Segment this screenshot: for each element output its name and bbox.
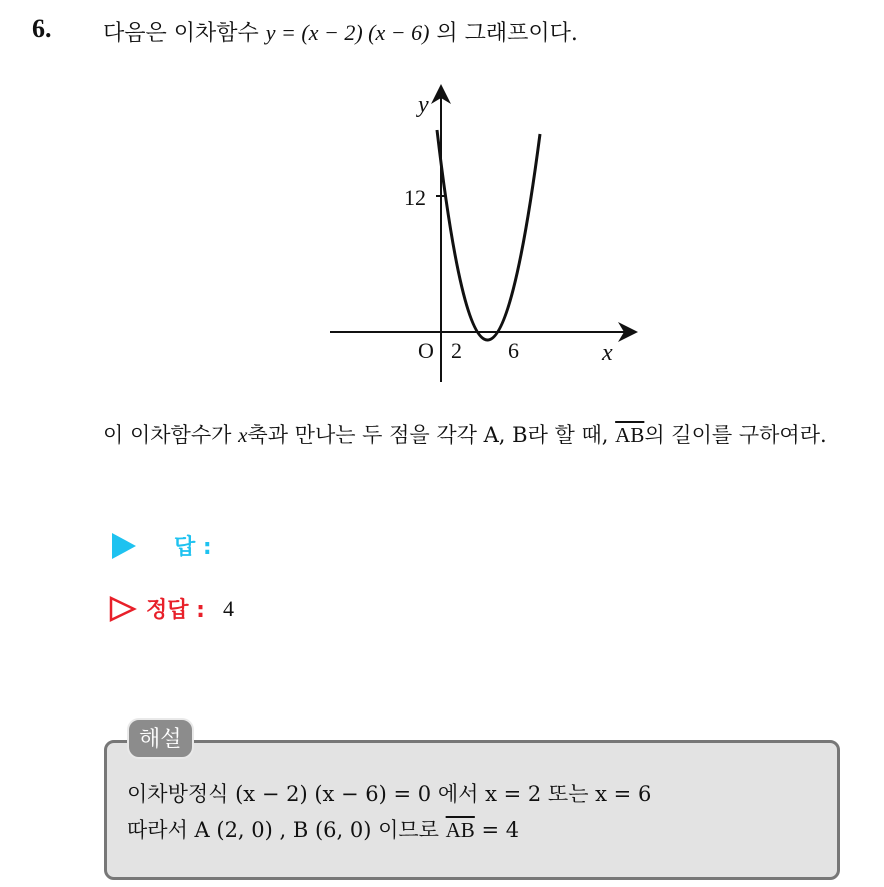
explanation-line-2-prefix: 따라서 A (2, 0) , B (6, 0) 이므로 xyxy=(127,818,446,842)
correct-answer-row xyxy=(108,593,234,624)
origin-label: O xyxy=(418,338,434,363)
prompt-segment: $\overline{AB}$ xyxy=(615,423,645,447)
explanation-line-2 xyxy=(127,812,651,848)
parabola-curve xyxy=(437,130,540,340)
explanation-text xyxy=(127,776,651,848)
x-tick-label-2: 2 xyxy=(451,338,462,363)
explanation-line-1: 이차방정식 (x − 2) (x − 6) = 0 에서 x = 2 또는 x = 6 xyxy=(127,782,652,806)
question-text-suffix: 의 그래프이다. xyxy=(429,21,578,46)
answer-row xyxy=(108,530,212,561)
answer-triangle-icon xyxy=(112,533,136,559)
x-tick-label-6: 6 xyxy=(508,338,519,363)
explanation-line-2-suffix: = 4 xyxy=(474,818,520,842)
prompt-part3: 의 길이를 구하여라. xyxy=(644,423,827,447)
question-text-prefix: 다음은 이차함수 xyxy=(103,21,266,46)
y-tick-label: 12 xyxy=(404,185,426,210)
answer-label: 답 : xyxy=(174,535,212,560)
explanation-segment: $\overline{AB}$ xyxy=(445,818,475,842)
y-axis-label: y xyxy=(418,92,429,118)
prompt-part2: 축과 만나는 두 점을 각각 A, B라 할 때, xyxy=(247,423,616,447)
question-prompt xyxy=(103,417,873,453)
explanation-tag: 해설 xyxy=(127,718,194,759)
question-number: 6. xyxy=(32,14,52,43)
x-axis-label: x xyxy=(602,340,613,366)
prompt-var: x xyxy=(238,423,248,447)
question-equation: y = (x − 2) (x − 6) xyxy=(265,20,430,45)
parabola-graph xyxy=(322,84,642,384)
question-text xyxy=(103,16,578,47)
correct-label: 정답 : xyxy=(146,598,205,623)
prompt-part1: 이 이차함수가 xyxy=(103,423,239,447)
correct-value: 4 xyxy=(222,595,234,621)
correct-triangle-icon xyxy=(108,595,138,623)
